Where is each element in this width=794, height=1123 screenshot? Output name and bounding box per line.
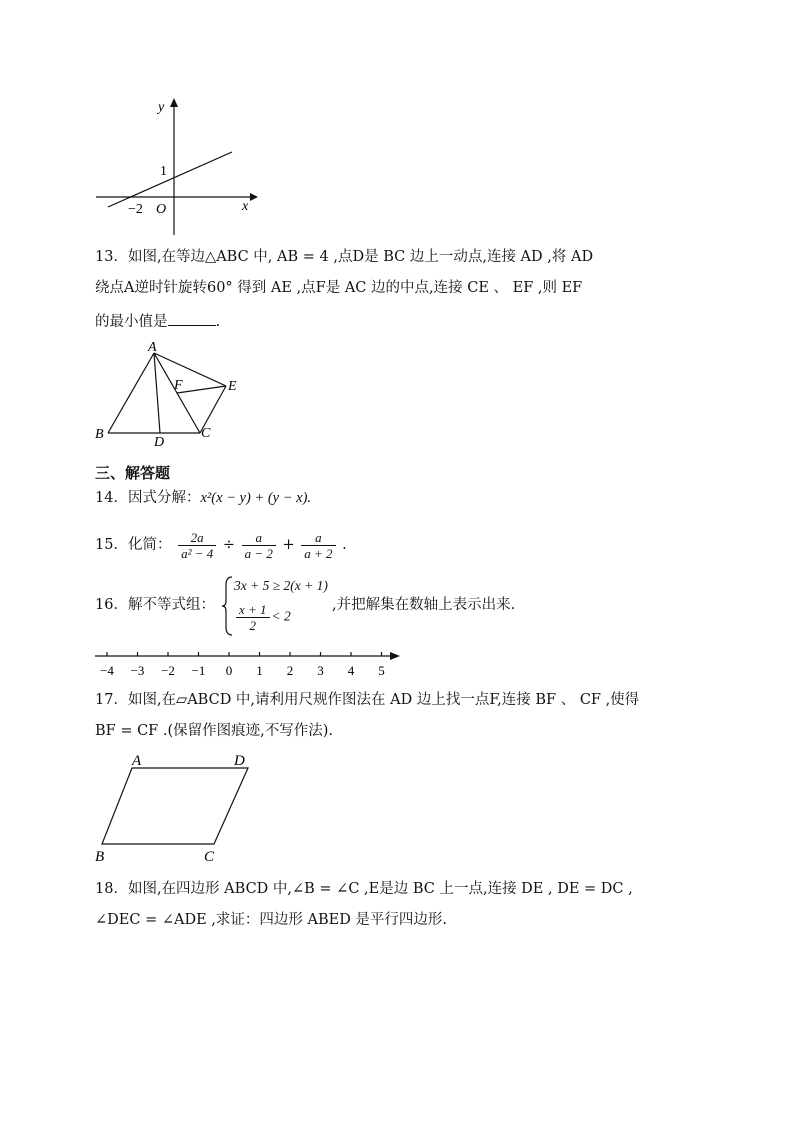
x-axis-arrow: [250, 193, 258, 201]
label-D: D: [234, 753, 245, 769]
q14-expression: x²(x − y) + (y − x).: [200, 490, 312, 506]
q15-fraction-2: $\frac{a}{a - 2}$: [242, 530, 276, 561]
number-line-tick-label: 4: [347, 663, 355, 678]
label-C: C: [204, 849, 215, 865]
q15-op1: ÷: [222, 537, 235, 553]
q15: [95, 528, 347, 562]
number-line-tick-label: 5: [378, 663, 385, 678]
y-tick-label: 1: [160, 164, 167, 179]
q14-prefix: 14．因式分解：: [95, 490, 201, 506]
q13-line3-suffix: .: [215, 314, 221, 330]
number-line-tick-label: 1: [256, 663, 263, 678]
q16-suffix: ,并把解集在数轴上表示出来.: [332, 597, 516, 613]
triangle-figure: [90, 338, 250, 448]
q15-op2: +: [282, 537, 295, 553]
label-A: A: [148, 340, 157, 355]
q13-line1: 13．如图,在等边△ABC 中, AB = 4 ,点D是 BC 边上一动点,连接 AD ,将 AD: [95, 249, 594, 265]
q16-prefix: 16．解不等式组：: [95, 597, 215, 613]
number-line-tick-label: −2: [161, 663, 175, 678]
q17-line2: BF = CF .(保留作图痕迹,不写作法).: [95, 723, 333, 739]
number-line-tick-label: −4: [100, 663, 114, 678]
q14: [95, 488, 311, 508]
label-E: E: [228, 379, 237, 394]
q17-line1: 17．如图,在▱ABCD 中,请利用尺规作图法在 AD 边上找一点F,连接 BF 、 CF ,使得: [95, 692, 640, 708]
label-B: B: [95, 427, 104, 442]
q15-fraction-1: $\frac{2a}{\text{a² − 4}}$: [178, 530, 216, 561]
x-tick-label: −2: [128, 202, 143, 217]
q13-line2: 绕点A逆时针旋转60° 得到 AE ,点F是 AC 边的中点,连接 CE 、 EF ,则 EF: [95, 280, 583, 296]
number-line-tick-label: −3: [130, 663, 145, 678]
label-A: A: [132, 753, 142, 769]
q13-line3: [95, 311, 220, 332]
label-D: D: [154, 435, 165, 448]
answer-blank: [168, 311, 216, 326]
number-line-tick-label: 2: [286, 663, 294, 678]
q16-brace: [222, 575, 234, 637]
parallelogram-figure: [90, 750, 265, 865]
origin-label: O: [156, 202, 167, 217]
label-B: B: [95, 849, 105, 865]
q15-fraction-3: $\frac{a}{a + 2}$: [301, 530, 335, 561]
number-line-tick-label: 3: [317, 663, 324, 678]
number-line: [90, 646, 405, 680]
q18-line2: ∠DEC = ∠ADE ,求证：四边形 ABED 是平行四边形.: [95, 912, 448, 928]
section-heading: 三、解答题: [95, 464, 171, 482]
q18-line1: 18．如图,在四边形 ABCD 中,∠B = ∠C ,E是边 BC 上一点,连接 DE , DE = DC ,: [95, 881, 633, 897]
y-axis-arrow: [170, 98, 178, 107]
q15-prefix: 15．化简：: [95, 537, 172, 553]
function-line: [108, 152, 232, 207]
x-axis-label: x: [242, 199, 249, 214]
q16-inequality-2: $\frac{x + 1}{2}$ < 2: [234, 602, 291, 633]
q13-line3-prefix: 的最小值是: [95, 314, 168, 330]
linear-function-graph: [90, 95, 260, 240]
number-line-tick-label: 0: [225, 663, 233, 678]
label-F: F: [174, 378, 183, 393]
q15-end: .: [342, 537, 347, 553]
y-axis-label: y: [158, 100, 165, 115]
label-C: C: [201, 426, 211, 441]
q16-inequality-1: 3x + 5 ≥ 2(x + 1): [234, 578, 328, 593]
number-line-tick-label: −1: [191, 663, 206, 678]
